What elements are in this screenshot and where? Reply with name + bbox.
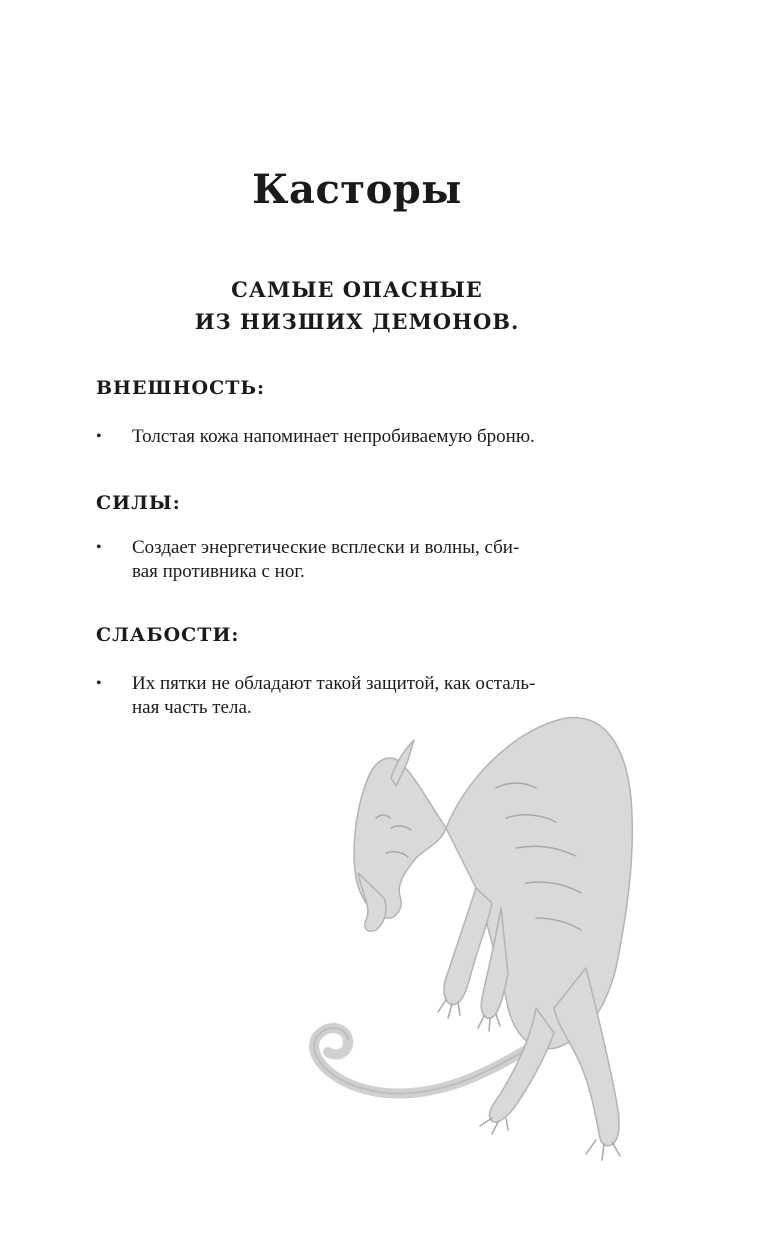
powers-bullet-item bbox=[96, 536, 622, 584]
section-heading-appearance: ВНЕШНОСТЬ: bbox=[96, 377, 266, 399]
subtitle-line-2: ИЗ НИЗШИХ ДЕМОНОВ. bbox=[194, 309, 520, 334]
page-title: Касторы bbox=[252, 166, 462, 213]
appearance-bullet-item bbox=[96, 425, 622, 449]
subtitle-line-1: САМЫЕ ОПАСНЫЕ bbox=[231, 277, 483, 302]
bullet-icon: • bbox=[96, 539, 102, 556]
demon-creature-illustration bbox=[296, 708, 696, 1178]
bullet-icon: • bbox=[96, 675, 102, 692]
weaknesses-line-1: Их пятки не обладают такой защитой, как осталь- bbox=[132, 673, 536, 694]
section-heading-powers: СИЛЫ: bbox=[96, 492, 181, 514]
appearance-text bbox=[132, 425, 622, 449]
section-heading-weaknesses: СЛАБОСТИ: bbox=[96, 624, 240, 646]
page-subtitle bbox=[0, 274, 714, 338]
appearance-line-1: Толстая кожа напоминает непробиваемую броню. bbox=[132, 426, 535, 447]
powers-text bbox=[132, 536, 622, 584]
bullet-icon: • bbox=[96, 428, 102, 445]
weaknesses-line-2: ная часть тела. bbox=[132, 697, 252, 718]
powers-line-1: Создает энергетические всплески и волны, сби- bbox=[132, 537, 520, 558]
powers-line-2: вая противника с ног. bbox=[132, 561, 305, 582]
